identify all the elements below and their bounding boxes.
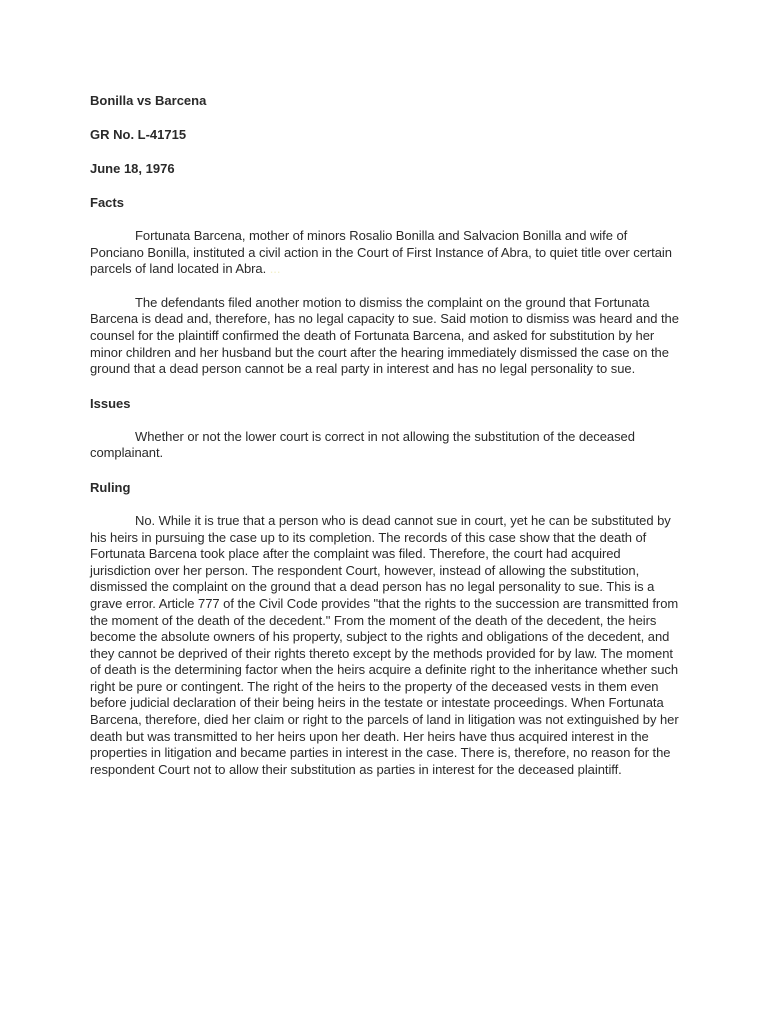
decision-date: June 18, 1976 [90, 161, 175, 176]
facts-paragraph-2: The defendants filed another motion to dismiss the complaint on the ground that Fortunata Barcena is dead and, therefore, has no legal capacity to sue. Said motion to dismiss was heard and the counsel for the plaintiff confirmed the death of Fortunata Barcena, and asked for substitution by her minor children and her husband but the court after the hearing immediately dismissed the case on the ground that a dead person cannot be a real party in interest and has no legal personality to sue. [90, 294, 679, 377]
issues-paragraph-1: Whether or not the lower court is correct in not allowing the substitution of the deceased complainant. [90, 428, 635, 461]
facts-paragraph-1-text: Fortunata Barcena, mother of minors Rosalio Bonilla and Salvacion Bonilla and wife of Ponciano Bonilla, instituted a civil action in the Court of First Instance of Abra, to quiet title over certain parcels of land located in Abra. [90, 228, 672, 277]
document-page [90, 92, 680, 795]
facts-heading: Facts [90, 195, 124, 210]
issues-heading: Issues [90, 395, 131, 411]
facts-paragraph-1 [90, 228, 680, 278]
facts-faint-text: ... [269, 261, 281, 277]
ruling-paragraph-1: No. While it is true that a person who is dead cannot sue in court, yet he can be substituted by his heirs in pursuing the case up to its completion. The records of this case show that the death of Fortunata Barcena took place after the complaint was filed. Therefore, the court had acquired jurisdiction over her person. The respondent Court, however, instead of allowing the substitution, dismissed the complaint on the ground that a dead person has no legal personality to sue. This is a grave error. Article 777 of the Civil Code provides "that the rights to the succession are transmitted from the moment of the death of the decedent." From the moment of the death of the decedent, the heirs become the absolute owners of his property, subject to the rights and obligations of the decedent, and they cannot be deprived of their rights thereto except by the methods provided for by law. The moment of death is the determining factor when the heirs acquire a definite right to the inheritance whether such right be pure or contingent. The right of the heirs to the property of the deceased vests in them even before judicial declaration of their being heirs in the testate or intestate proceedings. When Fortunata Barcena, therefore, died her claim or right to the parcels of land in litigation was not extinguished by her death but was transmitted to her heirs upon her death. Her heirs have thus acquired interest in the properties in litigation and became parties in interest in the case. There is, therefore, no reason for the respondent Court not to allow their substitution as parties in interest for the deceased plaintiff. [90, 512, 679, 777]
ruling-heading: Ruling [90, 479, 131, 495]
gr-number: GR No. L-41715 [90, 127, 187, 142]
case-title: Bonilla vs Barcena [90, 93, 207, 108]
